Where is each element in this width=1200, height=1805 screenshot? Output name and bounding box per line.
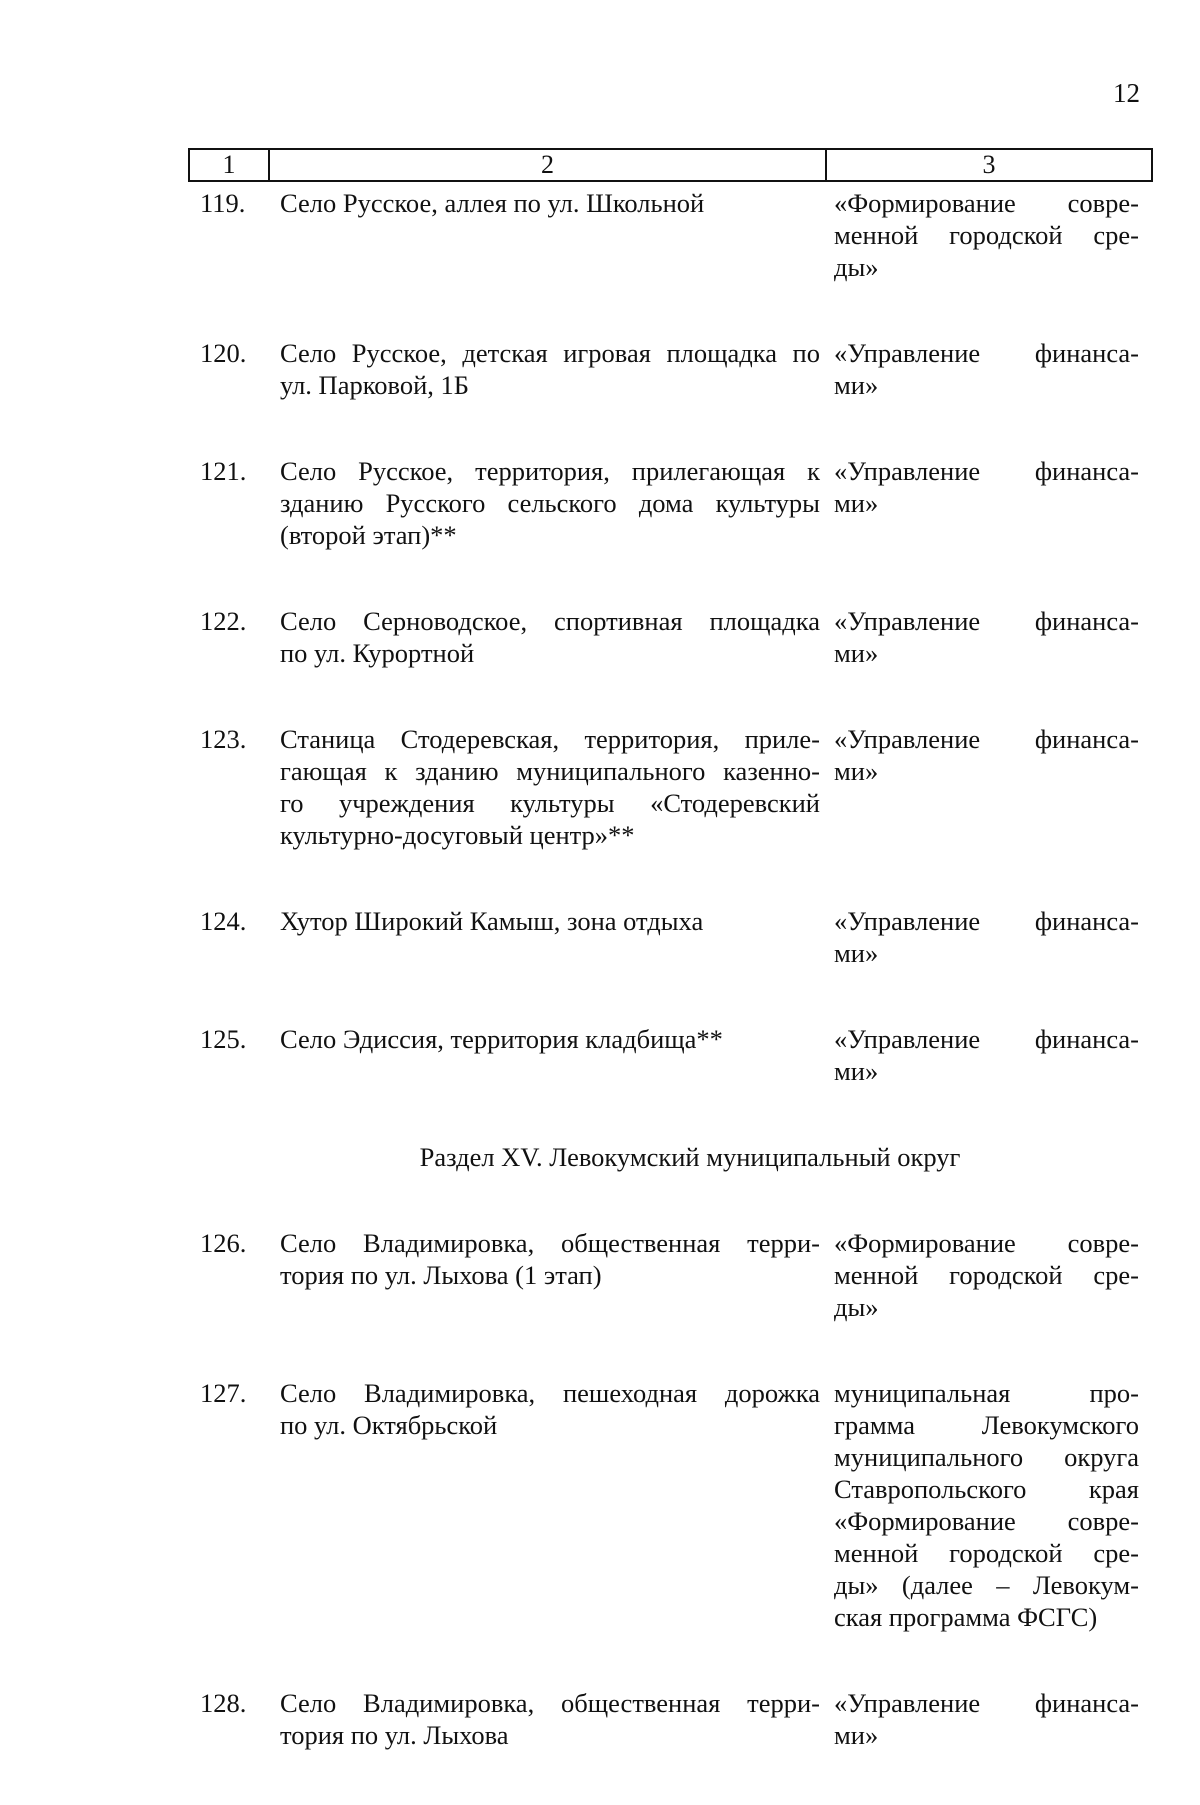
row-spacer xyxy=(0,1087,1200,1141)
program-line: ды» xyxy=(834,1292,879,1322)
description-line: Село Владимировка, пешеходная дорожка xyxy=(280,1378,820,1408)
object-description xyxy=(280,605,820,669)
program-line: ми» xyxy=(834,488,879,518)
program-line: «Управление финанса- xyxy=(834,906,1139,936)
description-line: Село Серноводское, спортивная площадка xyxy=(280,606,820,636)
row-number: 120. xyxy=(200,338,247,368)
object-description xyxy=(280,455,820,551)
description-line: Станица Стодеревская, территория, приле- xyxy=(280,724,820,754)
object-description xyxy=(280,337,820,401)
program-line: ми» xyxy=(834,756,879,786)
program-line: «Управление финанса- xyxy=(834,1688,1139,1718)
description-line: Село Русское, территория, прилегающая к xyxy=(280,456,820,486)
program-line: менной городской сре- xyxy=(834,220,1139,250)
row-spacer xyxy=(0,551,1200,605)
row-number-cell xyxy=(0,337,262,401)
description-line: Хутор Широкий Камыш, зона отдыха xyxy=(280,906,704,936)
program-line: Ставропольского края xyxy=(834,1474,1139,1504)
table-row xyxy=(0,1687,1200,1751)
description-line: Село Русское, детская игровая площадка по xyxy=(280,338,820,368)
table-body xyxy=(0,187,1200,1805)
program-line: муниципальная про- xyxy=(834,1378,1139,1408)
program-name xyxy=(834,337,1139,401)
object-description xyxy=(280,1377,820,1633)
program-name xyxy=(834,455,1139,551)
table-row xyxy=(0,1227,1200,1323)
program-line: «Формирование совре- xyxy=(834,1228,1139,1258)
row-number: 119. xyxy=(200,188,246,218)
row-spacer xyxy=(0,669,1200,723)
section-title: Раздел XV. Левокумский муниципальный округ xyxy=(419,1142,961,1172)
row-number: 121. xyxy=(200,456,247,486)
description-line: по ул. Курортной xyxy=(280,638,475,668)
description-line: зданию Русского сельского дома культуры xyxy=(280,488,820,518)
row-spacer xyxy=(0,1633,1200,1687)
row-number: 124. xyxy=(200,906,247,936)
row-spacer xyxy=(0,851,1200,905)
program-name xyxy=(834,187,1139,283)
program-line: ми» xyxy=(834,638,879,668)
row-number: 125. xyxy=(200,1024,247,1054)
row-spacer xyxy=(0,401,1200,455)
program-name xyxy=(834,1227,1139,1323)
object-description xyxy=(280,187,820,283)
description-line: (второй этап)** xyxy=(280,520,457,550)
table-header xyxy=(188,148,1153,182)
program-line: «Формирование совре- xyxy=(834,1506,1139,1536)
program-line: ми» xyxy=(834,938,879,968)
program-name xyxy=(834,723,1139,851)
object-description xyxy=(280,1023,820,1087)
program-line: муниципального округа xyxy=(834,1442,1139,1472)
row-number-cell xyxy=(0,1227,262,1323)
table-row xyxy=(0,337,1200,401)
row-spacer xyxy=(0,283,1200,337)
program-line: «Управление финанса- xyxy=(834,456,1139,486)
program-line: ды» (далее – Левокум- xyxy=(834,1570,1139,1600)
object-description xyxy=(280,1227,820,1323)
header-col-1: 1 xyxy=(190,150,270,180)
program-line: «Формирование совре- xyxy=(834,188,1139,218)
description-line: Село Владимировка, общественная терри- xyxy=(280,1228,820,1258)
program-line: ды» xyxy=(834,252,879,282)
program-name xyxy=(834,905,1139,969)
program-name xyxy=(834,1023,1139,1087)
description-line: тория по ул. Лыхова (1 этап) xyxy=(280,1260,602,1290)
description-line: тория по ул. Лыхова xyxy=(280,1720,509,1750)
row-number-cell xyxy=(0,187,262,283)
row-number: 128. xyxy=(200,1688,247,1718)
row-number-cell xyxy=(0,605,262,669)
program-line: ми» xyxy=(834,1056,879,1086)
object-description xyxy=(280,905,820,969)
description-line: Село Владимировка, общественная терри- xyxy=(280,1688,820,1718)
table-row xyxy=(0,187,1200,283)
program-line: ми» xyxy=(834,1720,879,1750)
row-number: 126. xyxy=(200,1228,247,1258)
table-row xyxy=(0,605,1200,669)
program-name xyxy=(834,1687,1139,1751)
object-description xyxy=(280,723,820,851)
row-number-cell xyxy=(0,1687,262,1751)
table-row xyxy=(0,1023,1200,1087)
program-name xyxy=(834,1377,1139,1633)
program-line: менной городской сре- xyxy=(834,1260,1139,1290)
program-line: «Управление финанса- xyxy=(834,338,1139,368)
program-line: ми» xyxy=(834,370,879,400)
row-spacer xyxy=(0,969,1200,1023)
program-line: «Управление финанса- xyxy=(834,606,1139,636)
program-line: «Управление финанса- xyxy=(834,1024,1139,1054)
program-line: «Управление финанса- xyxy=(834,724,1139,754)
description-line: Село Эдиссия, территория кладбища** xyxy=(280,1024,723,1054)
description-line: по ул. Октябрьской xyxy=(280,1410,498,1440)
row-spacer xyxy=(0,1751,1200,1805)
table-row xyxy=(0,905,1200,969)
row-spacer xyxy=(0,1323,1200,1377)
description-line: культурно-досуговый центр»** xyxy=(280,820,635,850)
table-row xyxy=(0,1377,1200,1633)
row-number-cell xyxy=(0,723,262,851)
row-number-cell xyxy=(0,1377,262,1633)
header-col-3: 3 xyxy=(982,150,996,179)
row-number: 122. xyxy=(200,606,247,636)
object-description xyxy=(280,1687,820,1751)
table-row xyxy=(0,723,1200,851)
description-line: гающая к зданию муниципального казенно- xyxy=(280,756,820,786)
description-line: ул. Парковой, 1Б xyxy=(280,370,469,400)
page-number: 12 xyxy=(1113,78,1140,108)
description-line: Село Русское, аллея по ул. Школьной xyxy=(280,188,705,218)
program-line: менной городской сре- xyxy=(834,1538,1139,1568)
program-line: ская программа ФСГС) xyxy=(834,1602,1098,1632)
description-line: го учреждения культуры «Стодеревский xyxy=(280,788,820,818)
program-name xyxy=(834,605,1139,669)
row-number: 127. xyxy=(200,1378,247,1408)
row-number: 123. xyxy=(200,724,247,754)
program-line: грамма Левокумского xyxy=(834,1410,1139,1440)
row-number-cell xyxy=(0,905,262,969)
table-row xyxy=(0,455,1200,551)
header-col-2: 2 xyxy=(270,150,827,180)
row-number-cell xyxy=(0,455,262,551)
row-number-cell xyxy=(0,1023,262,1087)
row-spacer xyxy=(0,1173,1200,1227)
